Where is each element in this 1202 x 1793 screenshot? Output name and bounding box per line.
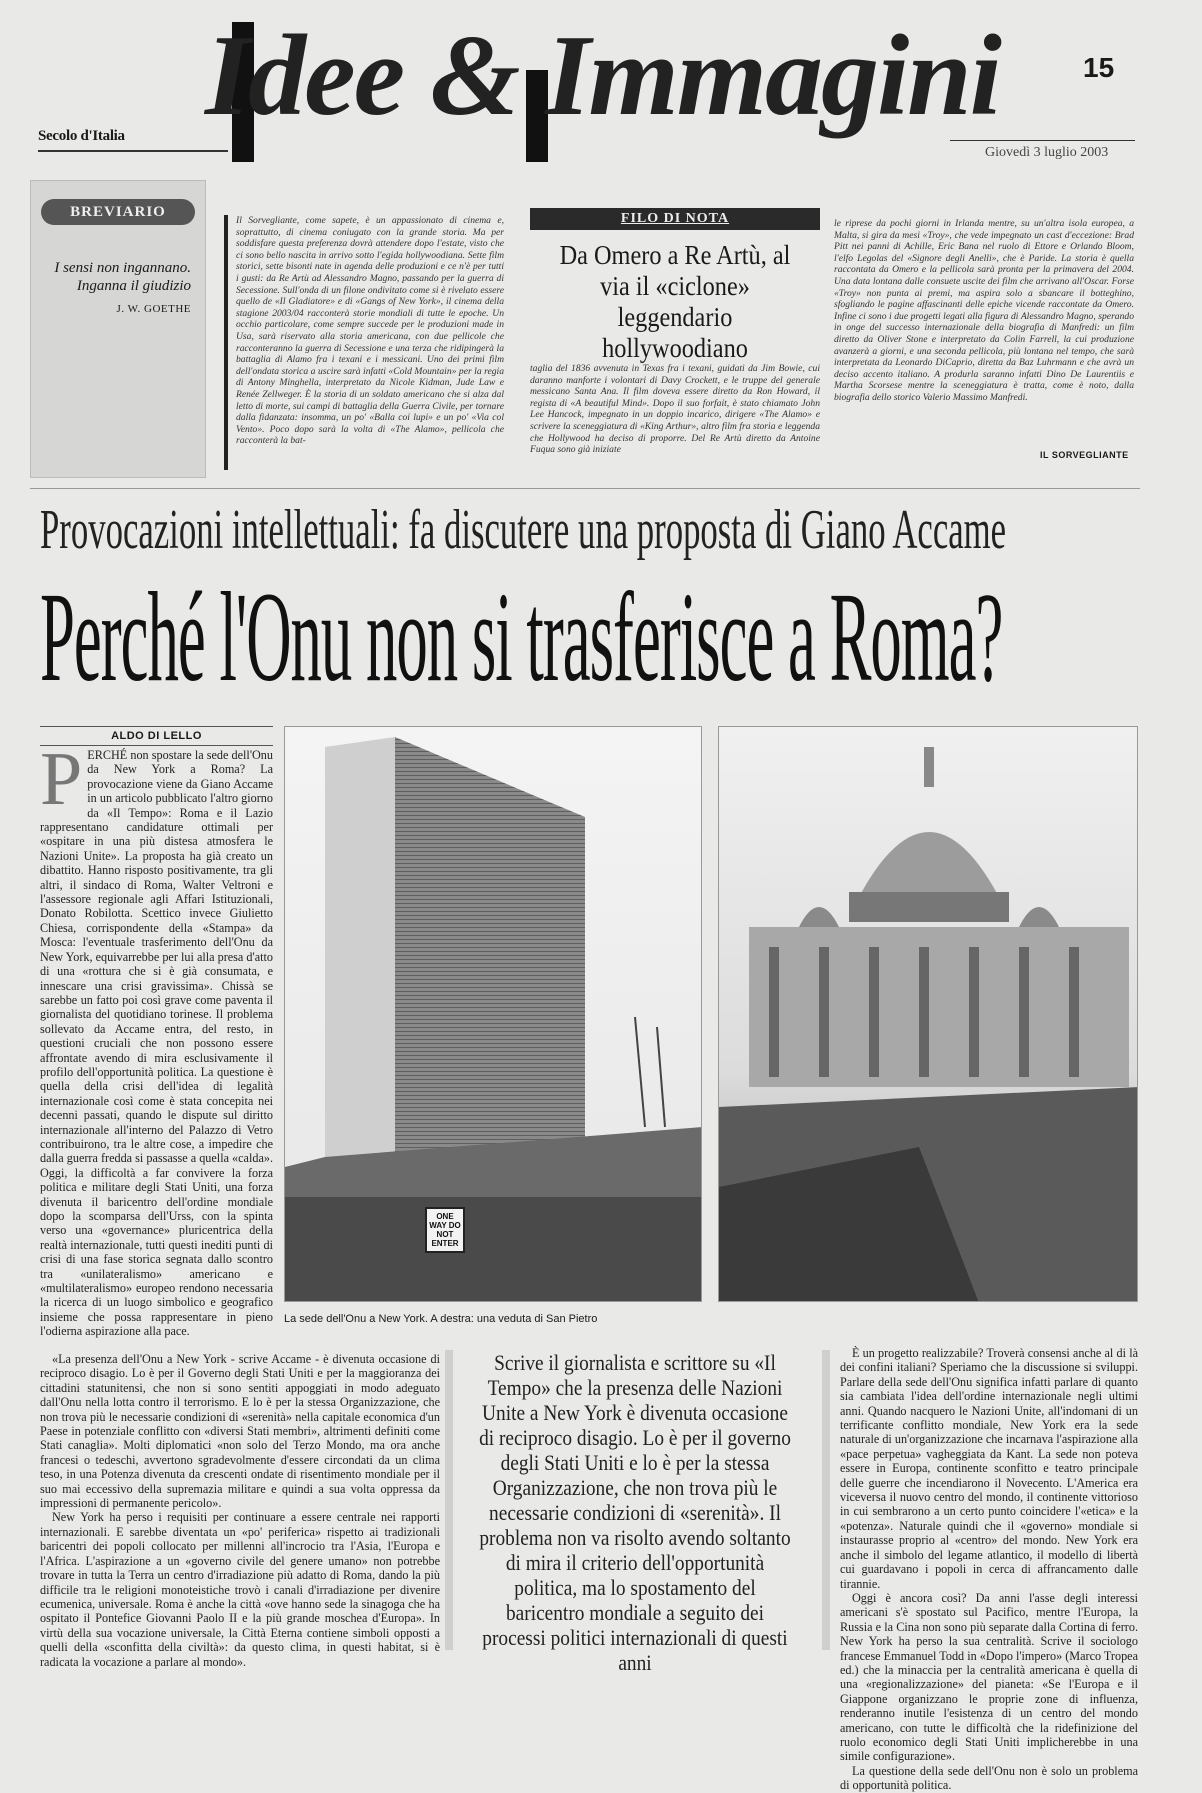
filo-column-right: le riprese da pochi giorni in Irlanda mentre, su un'altra isola europea, a Malta, si gira da mesi «Troy», che vede impegnato un cast d'eccezione: Brad Pitt nei panni di Achille, Eric Bana nel ruolo di Ettore e Orlando Bloom, l'elfo Legolas del «Signore degli Anelli», che è Paride. La storia è quella raccontata da Omero e la pellicola sarà pronta per la primavera del 2004. Una data lontana dalle consuete uscite dei film che arrivano all'Oscar. Forse «Troy» non punta ai premi, ma aspira solo a sbancare il botteghino, sfogliando le pagine affascinanti delle epiche vicende raccontate da Omero. Infine ci sono i due progetti legati alla figura di Alessandro Magno, sperando in onge del successo internazionale della biografia di Manfredi: un film diretto da Oliver Stone e interpretato da Colin Farrell, la cui produzione avanzerà a giorni, e una seconda pellicola, più lontana nel tempo, che sarà interpretata da Leonardo DiCaprio, diretta da Baz Luhrmann e che avrà un deciso accento italiano. A produrla saranno infatti Dino De Laurentiis e Martha Scorsese mentre la sceneggiatura è tratta, come è noto, dalla biografia dello storico Valerio Massimo Manfredi. [834,218,1134,403]
st-peters-basilica-image [719,727,1138,1302]
street-sign: ONE WAY DO NOT ENTER [425,1207,465,1253]
section-title: Idee & Immagini [205,12,1000,140]
filo-column-mid: taglia del 1836 avvenuta in Texas fra i texani, guidati da Jim Bowie, cui daranno manforte i volontari di Davy Crockett, e le truppe del generale messicano Santa Ana. Il film doveva essere diretto da Ron Howard, il regista di «A beautiful Mind». Dopo il suo forfait, è stato chiamato John Lee Hancock, impegnato in un doppio incarico, dirigere «The Alamo» e scrivere la sceneggiatura di «King Arthur», altro film fra storia e leggenda che Hollywood ha deciso di proporre. Del Re Artù diretto da Antoine Fuqua sono già iniziate [530,363,820,456]
paragraph: «La presenza dell'Onu a New York - scrive Accame - è divenuta occasione di reciproco disagio. Lo è per il Governo degli Stati Uniti e per la maggioranza dei cittadini statunitensi, che non si sono sentiti appoggiati in modo adeguato dall'Onu nella lotta contro il terrorismo. E lo è per la stessa Organizzazione, che non trova più le necessarie condizioni di «serenità» nella capitale economica d'un Paese in potenziale conflitto con «diversi Stati membri», altrimenti definiti come Stati canaglia». Molti diplomatici «non solo del Terzo Mondo, ma ora anche francesi o tedeschi, avvertono sgradevolmente d'essere circondati da un clima teso, in una Potenza divenuta da crescenti ondate di risentimento mondiale per il suo mai eccessivo della supremazia militare e quindi a sua volta oppressa da impressioni di permanente pericolo». [40,1352,440,1511]
filo-di-nota-label: FILO DI NOTA [530,208,820,230]
breviario-author: J. W. GOETHE [116,303,191,315]
article-kicker: Provocazioni intellettuali: fa discutere una proposta di Giano Accame [40,499,1007,561]
paragraph: È un progetto realizzabile? Troverà consensi anche al di là dei confini italiani? Speriamo che la discussione si sviluppi. Parlare della sede dell'Onu significa infatti parlare di quanto sia cambiata l'idea dell'ordine internazionale negli ultimi anni. Quando nacquero le Nazioni Unite, all'indomani di un terrificante conflitto mondiale, New York era la sede naturale di un'organizzazione che incarnava l'aspirazione alla «pace perpetua» vagheggiata da Kant. La sede non poteva essere in Europa, continente sconfitto e teatro principale delle guerre che incendiarono il Novecento. L'America era viceversa il nuovo centro del mondo, il continente vittorioso in cui sembrarono a un certo punto coincidere l'«etica» e la «potenza». Naturale quindi che il «governo» mondiale si instaurasse proprio al «centro» del mondo. New York era anche il simbolo del legame atlantico, il modello di libertà cui guardavano i popoli in cerca di affrancamento dalle tirannie. [840,1346,1138,1591]
drop-cap: P [40,737,83,821]
pull-quote: Scrive il giornalista e scrittore su «Il Tempo» che la presenza delle Nazioni Unite a New York è divenuta occasione di reciproco disagio. Lo è per il governo degli Stati Uniti e lo è per la stessa Organizzazione, che non trova più le necessarie condizioni di «serenità». Il problema non va risolto avendo soltanto di mira il criterio dell'opportunità politica, ma lo spostamento del baricentro mondiale a seguito dei processi politici internazionali di questi anni [479,1350,791,1675]
un-building-image [285,727,702,1302]
page-number: 15 [1083,52,1115,83]
paragraph: Oggi è ancora così? Da anni l'asse degli interessi americani s'è spostato sul Pacifico, mentre l'Europa, la Russia e la Cina non sono più separate dalla Cortina di ferro. New York ha perso la sua centralità. Scrive il sociologo francese Emmanuel Todd in «Dopo l'impero» (Marco Tropea ed.) che la minaccia per la centralità americana è quella di una «regionalizzazione» del pianeta: «Se l'Europa e il Giappone organizzano le proprie zone di influenza, renderanno inutile l'esistenza di un centro del mondo americano, con tutte le difficoltà che la ridefinizione del ruolo economico degli Stati Uniti implicherebbe in una simile configurazione». [840,1590,1138,1764]
pull-quote-bar [822,1350,830,1650]
paragraph: La questione della sede dell'Onu non è solo un problema di opportunità politica. [840,1763,1138,1793]
divider [38,150,228,152]
article-column-bottom-left [40,1352,440,1669]
article-headline: Perché l'Onu non si trasferisce a Roma? [40,566,1003,708]
article-column-right [840,1346,1138,1793]
article-column-1 [40,737,273,1339]
paragraph: New York ha perso i requisiti per continuare a essere centrale nei rapporti internazionali. E sarebbe diventata un «po' periferica» rispetto ai tradizionali baricentri dei popoli collocato per millenni all'incrocio tra l'Asia, l'Europa e l'Africa. L'aspirazione a un «governo civile del genere umano» non potrebbe trovare in tutta la Terra un centro d'irradiazione più adatto di Roma, dando la più difficile tra le religioni monoteistiche trovò i canali d'irradiazione per divenire ecumenica, universale. Roma è anche la città «ove hanno sede la sinagoga che ha ospitato il Pontefice Giovanni Paolo II e la più grande moschea d'Europa». In virtù della sua vocazione universale, la Città Eterna contiene simboli opposti a quelli della «sconfitta della civiltà»: da questo clima, in questi habitat, si è radicata la vocazione a parlare al mondo». [40,1510,440,1669]
signature: IL SORVEGLIANTE [1040,450,1129,460]
breviario-box [30,180,206,478]
photo-san-pietro [718,726,1138,1302]
photo-caption: La sede dell'Onu a New York. A destra: una veduta di San Pietro [284,1313,598,1325]
article-author: ALDO DI LELLO [40,726,273,746]
breviario-quote: I sensi non ingannano. Inganna il giudizio [54,260,191,294]
issue-date: Giovedì 3 luglio 2003 [985,145,1109,160]
divider [950,140,1135,141]
filo-column-left: Il Sorvegliante, come sapete, è un appassionato di cinema e, soprattutto, di cinema coniugato con la grande storia. Ma per soddisfare questa preferenza dovrà attendere dopo l'estate, visto che ci sono bello nascita in arrivo sotto l'egida hollywoodiana. Sette film storici, sette bisonti nate in agenda delle produzioni e ce n'è per tutti i gusti: da Re Artù ad Alessandro Magno, passando per la guerra di Secessione. Sull'onda di un filone ondivitato come si è rivelato essere quello de «Il Gladiatore» e di «Gangs of New York», il cinema della stagione 2003/04 racconterà storie mondiali di tutte le epoche. Un occhio particolare, come sempre succede per le produzioni made in Usa, sarà riservato alla storia americana, con due pellicole che racconteranno la guerra di Secessione e una terza che ridipingerà la battaglia di Alamo fra i texani e i messicani. Uno dei primi film dell'ondata storica a uscire sarà infatti «Cold Mountain» per la regia di Antony Minghella, interpretato da Nicole Kidman, Jude Law e Renée Zellweger. È la storia di un soldato americano che si alza dal letto di morte, sui campi di battaglia della Guerra Civile, per tornare dalla fidanzata: insomma, un po' «Balla coi lupi» e un po' «Via col Vento». Poco dopo sarà la volta di «The Alamo», pellicola che racconterà la bat- [224,215,504,470]
divider [30,488,1140,489]
pull-quote-bar [445,1350,453,1650]
newspaper-name: Secolo d'Italia [38,128,125,144]
filo-di-nota-title: Da Omero a Re Artù, al via il «ciclone» leggendario hollywoodiano [559,240,791,363]
breviario-label: BREVIARIO [41,199,195,225]
photo-un-headquarters [284,726,702,1302]
article-text: ERCHÉ non spostare la sede dell'Onu da New York a Roma? La provocazione viene da Giano Accame in un articolo pubblicato l'altro giorno da «Il Tempo»: Roma e il Lazio rappresentano candidature ottimali per «ospitare in una più distesa atmosfera le Nazioni Unite». La proposta ha già creato un dibattito. Hanno risposto positivamente, tra gli altri, il sindaco di Roma, Walter Veltroni e l'assessore regionale agli Affari Istituzionali, Donato Robilotta. Scettico invece Giulietto Chiesa, corrispondente della «Stampa» da Mosca: l'eventuale trasferimento dell'Onu da New York, equivarrebbe per lui alla presa d'atto di una «rottura che si è già consumata, e innescare una crisi gravissima». Chissà se sarebbe un fatto poi così grave come paventa il giornalista del quotidiano torinese. Il problema sollevato da Accame entra, del resto, in questioni cruciali che non possono essere affrontate avendo di mira esclusivamente il profilo dell'opportunità politica. La questione è quella della crisi dell'idea di legalità internazionale così come è stata concepita nei decenni passati, quando le dispute sul diritto internazionale all'interno del Palazzo di Vetro contribuirono, tra le altre cose, a impedire che dalla guerra fredda si passasse a quella «calda». Oggi, la difficoltà a far convivere la forza politica e militare degli Stati Uniti, una forza divenuta il baricentro dell'ordine mondiale dopo la scomparsa dell'Urss, con la spinta verso una «governance» pluricentrica della realtà internazionale, tutti questi inediti punti di crisi di una fase storica segnata dallo scontro tra «unilateralismo» americano e «multilateralismo» europeo rendono necessaria la ricerca di un luogo simbolico e geografico insieme che possa rappresentare in pieno l'odierna aspirazione alla pace. [40,748,273,1339]
